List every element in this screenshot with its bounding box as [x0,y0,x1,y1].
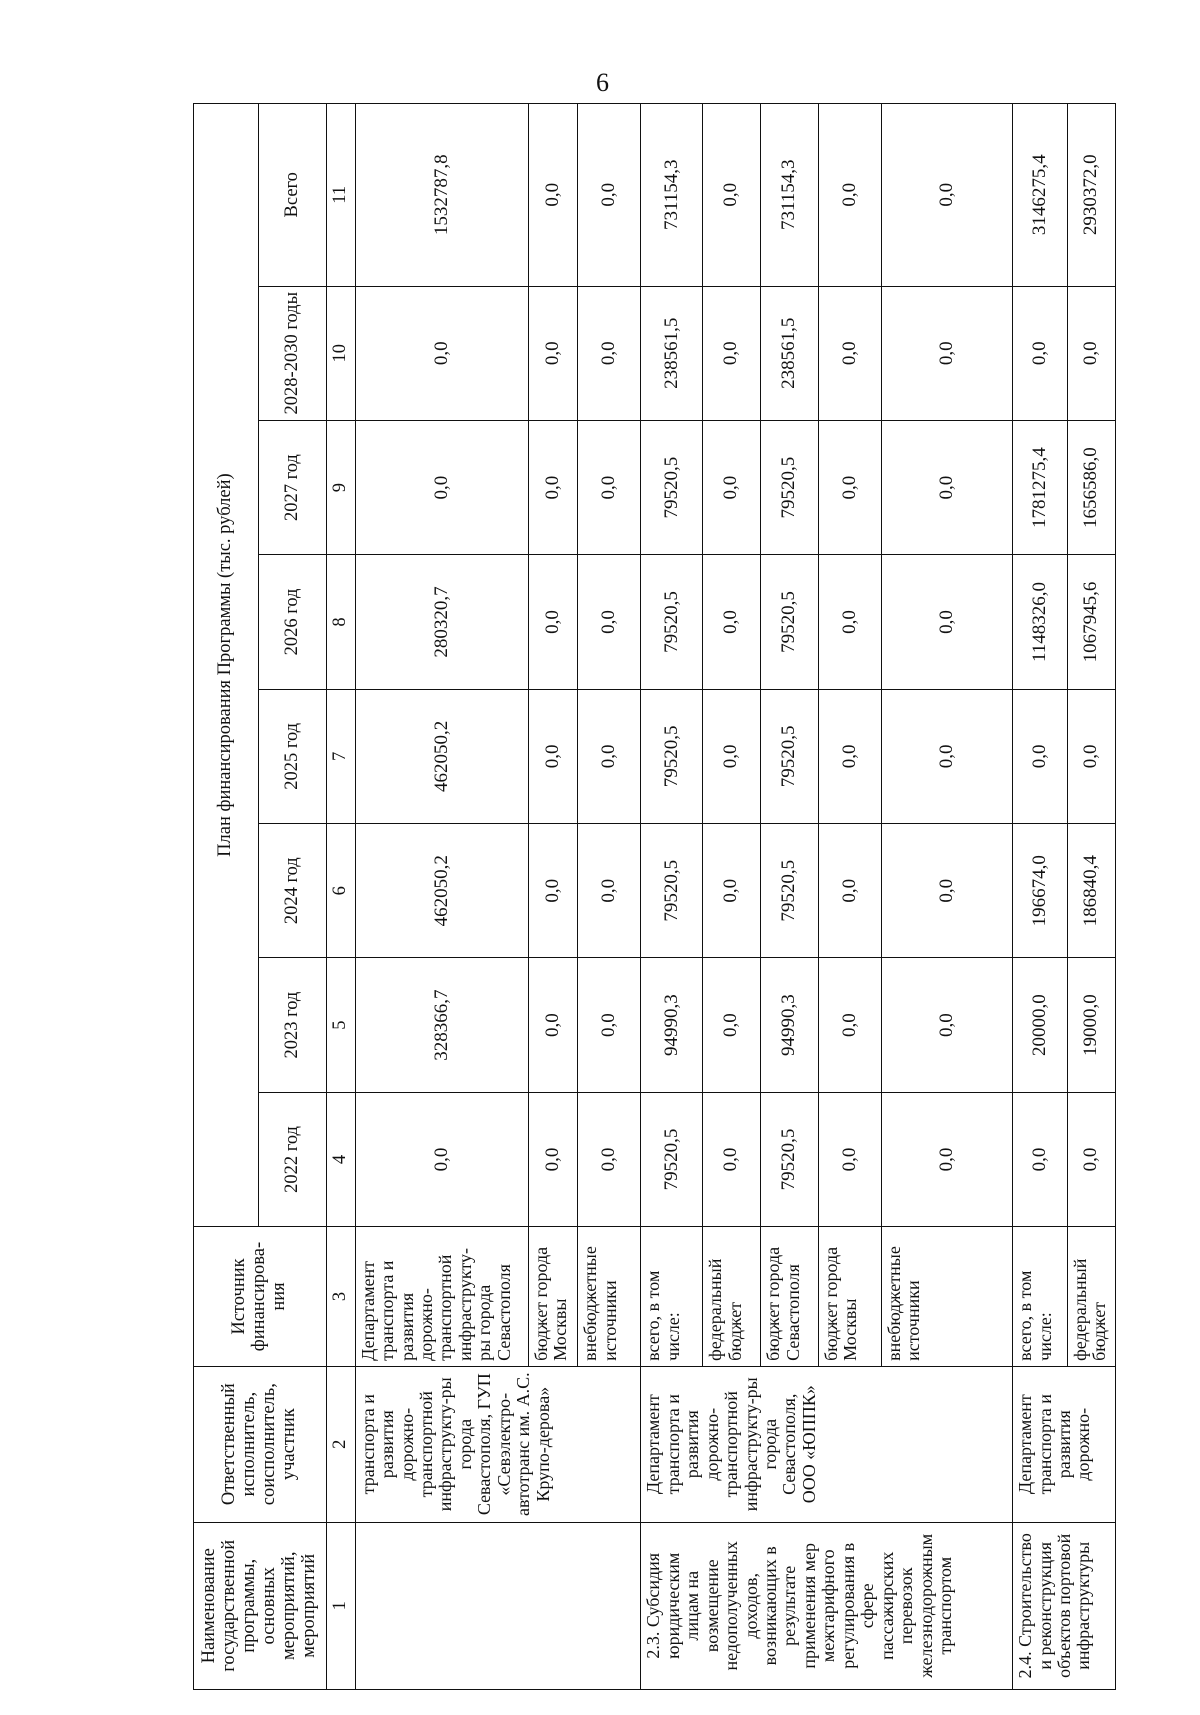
value-cell: 0,0 [881,1092,1012,1226]
value-cell: 0,0 [818,689,881,823]
block3-name: 2.4. Строительство и реконструкция объектов портовой инфраструктуры [1013,1522,1116,1689]
col-number: 1 [327,1522,355,1689]
value-cell: 0,0 [578,286,641,420]
value-cell: 0,0 [529,824,578,958]
source-cell: Департамент транспорта и развития дорожно-транспортной инфраструкту-ры города Севастополя [355,1227,528,1367]
value-cell: 0,0 [578,420,641,554]
value-cell: 1532787,8 [355,104,528,287]
value-cell: 0,0 [529,689,578,823]
value-cell: 462050,2 [355,824,528,958]
value-cell: 0,0 [529,104,578,287]
value-cell: 0,0 [703,689,761,823]
table-row [1013,104,1068,1690]
value-cell: 79520,5 [641,420,703,554]
plan-title: План финансирования Программы (тыс. рублей) [194,104,259,1227]
value-cell: 0,0 [355,286,528,420]
year-2023: 2023 год [259,958,327,1092]
source-cell: внебюджетные источники [881,1227,1012,1367]
source-cell: бюджет города Москвы [529,1227,578,1367]
value-cell: 0,0 [881,689,1012,823]
value-cell: 0,0 [1067,689,1115,823]
source-cell: федеральный бюджет [1067,1227,1115,1367]
value-cell: 1067945,6 [1067,555,1115,689]
value-cell: 0,0 [881,104,1012,287]
value-cell: 731154,3 [761,104,819,287]
header-row-1 [194,104,259,1690]
value-cell: 0,0 [1067,1092,1115,1226]
value-cell: 0,0 [578,958,641,1092]
value-cell: 19000,0 [1067,958,1115,1092]
value-cell: 79520,5 [641,555,703,689]
source-cell: всего, в том числе: [1013,1227,1068,1367]
value-cell: 1148326,0 [1013,555,1068,689]
value-cell: 0,0 [578,689,641,823]
value-cell: 0,0 [703,104,761,287]
value-cell: 186840,4 [1067,824,1115,958]
col-number: 8 [327,555,355,689]
block2-name: 2.3. Субсидия юридическим лицам на возмещение недополученных доходов, возникающих в результате применения мер межтарифного регулирования в сфере пассажирских перевозок железнодорожным транспортом [641,1522,1013,1689]
col-number: 6 [327,824,355,958]
value-cell: 0,0 [529,286,578,420]
value-cell: 94990,3 [761,958,819,1092]
value-cell: 0,0 [578,824,641,958]
value-cell: 0,0 [703,555,761,689]
col-number: 11 [327,104,355,287]
table-row [355,104,528,1690]
col-number: 3 [327,1227,355,1367]
value-cell: 79520,5 [761,824,819,958]
value-cell: 79520,5 [761,689,819,823]
value-cell: 0,0 [881,824,1012,958]
year-2026: 2026 год [259,555,327,689]
block1-executor: транспорта и развития дорожно-транспортной инфраструкту-ры города Севастополя, ГУП «Севэлектро-автотранс им. А.С. Крупо-дерова» [355,1366,641,1522]
value-cell: 0,0 [355,420,528,554]
value-cell: 238561,5 [641,286,703,420]
value-cell: 0,0 [1013,689,1068,823]
value-cell: 328366,7 [355,958,528,1092]
value-cell: 0,0 [818,958,881,1092]
value-cell: 0,0 [881,420,1012,554]
value-cell: 79520,5 [641,824,703,958]
header-col2: Ответственный исполнитель, соисполнитель, участник [194,1366,327,1522]
value-cell: 0,0 [1067,286,1115,420]
value-cell: 0,0 [881,286,1012,420]
value-cell: 0,0 [703,824,761,958]
value-cell: 0,0 [529,420,578,554]
year-2025: 2025 год [259,689,327,823]
col-number: 5 [327,958,355,1092]
value-cell: 280320,7 [355,555,528,689]
year-2022: 2022 год [259,1092,327,1226]
value-cell: 0,0 [818,286,881,420]
value-cell: 0,0 [818,555,881,689]
source-cell: всего, в том числе: [641,1227,703,1367]
value-cell: 79520,5 [761,1092,819,1226]
value-cell: 2930372,0 [1067,104,1115,287]
year-total: Всего [259,104,327,287]
source-cell: федеральный бюджет [703,1227,761,1367]
value-cell: 0,0 [818,420,881,554]
value-cell: 0,0 [1013,1092,1068,1226]
value-cell: 0,0 [881,958,1012,1092]
header-col3: Источник финансирова-ния [194,1227,327,1367]
value-cell: 238561,5 [761,286,819,420]
value-cell: 0,0 [355,1092,528,1226]
source-cell: бюджет города Севастополя [761,1227,819,1367]
source-cell: бюджет города Москвы [818,1227,881,1367]
column-number-row [327,104,355,1690]
value-cell: 462050,2 [355,689,528,823]
value-cell: 1781275,4 [1013,420,1068,554]
value-cell: 20000,0 [1013,958,1068,1092]
source-cell: внебюджетные источники [578,1227,641,1367]
value-cell: 0,0 [818,104,881,287]
value-cell: 0,0 [881,555,1012,689]
value-cell: 0,0 [529,555,578,689]
financing-table [193,103,1116,1690]
value-cell: 79520,5 [641,689,703,823]
value-cell: 0,0 [578,104,641,287]
year-2028-2030: 2028-2030 годы [259,286,327,420]
value-cell: 0,0 [1013,286,1068,420]
col-number: 4 [327,1092,355,1226]
value-cell: 0,0 [703,420,761,554]
year-2024: 2024 год [259,824,327,958]
value-cell: 3146275,4 [1013,104,1068,287]
value-cell: 79520,5 [761,420,819,554]
col-number: 2 [327,1366,355,1522]
block2-executor: Департамент транспорта и развития дорожно-транспортной инфраструкту-ры города Севастополя, ООО «ЮППК» [641,1366,1013,1522]
rotated-table-container [193,103,1116,1690]
value-cell: 94990,3 [641,958,703,1092]
value-cell: 731154,3 [641,104,703,287]
value-cell: 0,0 [529,1092,578,1226]
value-cell: 1656586,0 [1067,420,1115,554]
table-row [641,104,703,1690]
value-cell: 79520,5 [761,555,819,689]
col-number: 9 [327,420,355,554]
col-number: 10 [327,286,355,420]
page-number: 6 [596,68,609,97]
year-2027: 2027 год [259,420,327,554]
block1-name [355,1522,641,1689]
value-cell: 0,0 [529,958,578,1092]
col-number: 7 [327,689,355,823]
value-cell: 0,0 [703,958,761,1092]
value-cell: 196674,0 [1013,824,1068,958]
value-cell: 0,0 [703,1092,761,1226]
value-cell: 0,0 [703,286,761,420]
value-cell: 79520,5 [641,1092,703,1226]
value-cell: 0,0 [578,1092,641,1226]
value-cell: 0,0 [818,1092,881,1226]
value-cell: 0,0 [818,824,881,958]
header-col1: Наименование государственной программы, основных мероприятий, мероприятий [194,1522,327,1689]
value-cell: 0,0 [578,555,641,689]
block3-executor: Департамент транспорта и развития дорожно- [1013,1366,1116,1522]
